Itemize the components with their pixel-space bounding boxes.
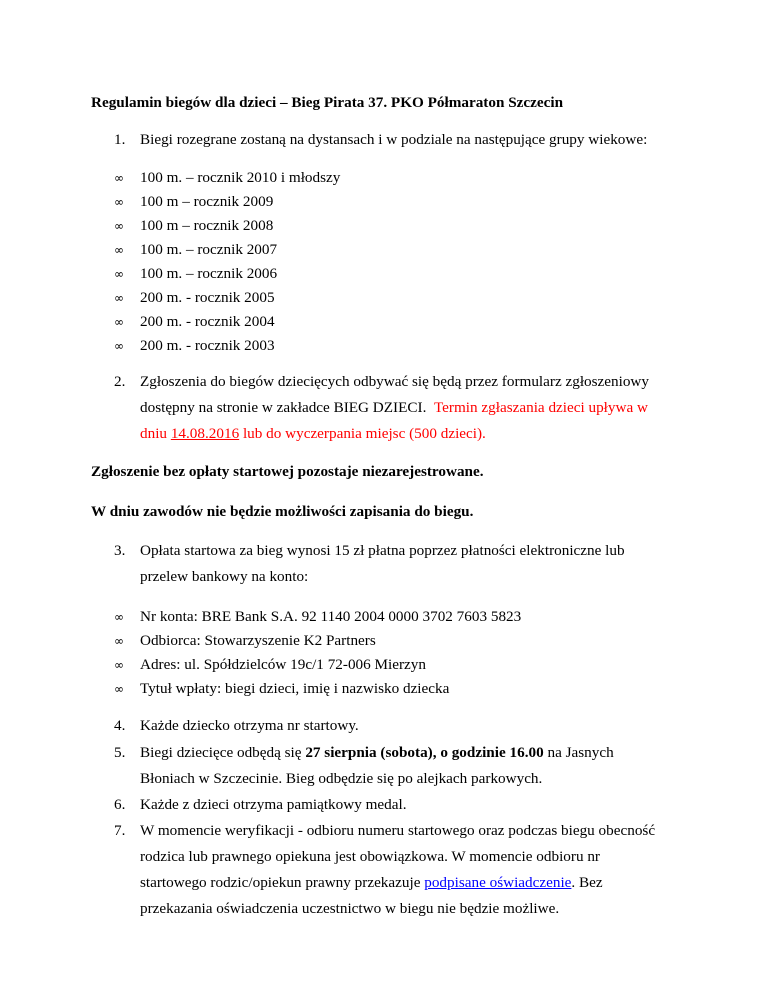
- age-group-text: 100 m. – rocznik 2007: [140, 241, 278, 258]
- age-group-text: 200 m. - rocznik 2003: [140, 337, 275, 354]
- item-7-line3: [140, 874, 603, 892]
- infinity-bullet-icon: ∞: [114, 339, 124, 353]
- infinity-bullet-icon: ∞: [114, 610, 124, 624]
- item-7-line4: przekazania oświadczenia uczestnictwo w biegu nie będzie możliwe.: [140, 900, 560, 917]
- infinity-bullet-icon: ∞: [114, 171, 124, 185]
- notice-unpaid: Zgłoszenie bez opłaty startowej pozostaje niezarejestrowane.: [91, 463, 484, 480]
- item-1-text: Biegi rozegrane zostaną na dystansach i w podziale na następujące grupy wiekowe:: [140, 131, 648, 148]
- item-5-line1-a: Biegi dziecięce odbędą się: [140, 744, 306, 761]
- event-date-time: 27 sierpnia (sobota), o godzinie 16.00: [305, 744, 544, 761]
- age-group-text: 100 m. – rocznik 2010 i młodszy: [140, 169, 341, 186]
- item-6-number: 6.: [114, 796, 126, 813]
- item-1-number: 1.: [114, 131, 126, 148]
- item-5-number: 5.: [114, 744, 126, 761]
- account-number: Nr konta: BRE Bank S.A. 92 1140 2004 0000 3702 7603 5823: [140, 608, 522, 625]
- item-7-line1: W momencie weryfikacji - odbioru numeru startowego oraz podczas biegu obecność: [140, 822, 656, 839]
- item-2-number: 2.: [114, 373, 126, 390]
- infinity-bullet-icon: ∞: [114, 315, 124, 329]
- item-3-number: 3.: [114, 542, 126, 559]
- infinity-bullet-icon: ∞: [114, 658, 124, 672]
- age-group-text: 100 m – rocznik 2009: [140, 193, 274, 210]
- item-7-line2: rodzica lub prawnego opiekuna jest obowiązkowa. W momencie odbioru nr: [140, 848, 600, 865]
- address: Adres: ul. Spółdzielców 19c/1 72-006 Mierzyn: [140, 656, 426, 673]
- item-2-line2-text: dostępny na stronie w zakładce BIEG DZIECI.: [140, 399, 427, 416]
- item-4-number: 4.: [114, 717, 126, 734]
- infinity-bullet-icon: ∞: [114, 291, 124, 305]
- item-3-line1: Opłata startowa za bieg wynosi 15 zł płatna poprzez płatności elektroniczne lub: [140, 542, 625, 559]
- item-7-line3-a: startowego rodzic/opiekun prawny przekazuje: [140, 874, 425, 891]
- deadline-prefix: dniu: [140, 425, 171, 442]
- age-group-text: 200 m. - rocznik 2005: [140, 289, 275, 306]
- item-7-number: 7.: [114, 822, 126, 839]
- item-2-line3: [140, 425, 486, 443]
- item-7-line3-b: . Bez: [571, 874, 603, 891]
- item-6-text: Każde z dzieci otrzyma pamiątkowy medal.: [140, 796, 407, 813]
- item-5-line1-b: na Jasnych: [543, 744, 614, 761]
- infinity-bullet-icon: ∞: [114, 267, 124, 281]
- item-3-line2: przelew bankowy na konto:: [140, 568, 309, 585]
- notice-no-onsite-registration: W dniu zawodów nie będzie możliwości zapisania do biegu.: [91, 503, 474, 520]
- infinity-bullet-icon: ∞: [114, 243, 124, 257]
- age-group-text: 100 m. – rocznik 2006: [140, 265, 278, 282]
- infinity-bullet-icon: ∞: [114, 219, 124, 233]
- signed-statement-link[interactable]: podpisane oświadczenie: [424, 874, 572, 891]
- deadline-suffix: lub do wyczerpania miejsc (500 dzieci).: [239, 425, 486, 442]
- item-5-line2: Błoniach w Szczecinie. Bieg odbędzie się po alejkach parkowych.: [140, 770, 543, 787]
- deadline-text: Termin zgłaszania dzieci upływa w: [433, 399, 648, 416]
- item-5-line1: [140, 744, 614, 762]
- page-title: Regulamin biegów dla dzieci – Bieg Pirata 37. PKO Półmaraton Szczecin: [91, 94, 564, 111]
- age-group-text: 100 m – rocznik 2008: [140, 217, 274, 234]
- age-group-text: 200 m. - rocznik 2004: [140, 313, 275, 330]
- deadline-date: 14.08.2016: [170, 425, 240, 442]
- item-4-text: Każde dziecko otrzyma nr startowy.: [140, 717, 359, 734]
- payment-title: Tytuł wpłaty: biegi dzieci, imię i nazwisko dziecka: [140, 680, 450, 697]
- infinity-bullet-icon: ∞: [114, 195, 124, 209]
- infinity-bullet-icon: ∞: [114, 682, 124, 696]
- infinity-bullet-icon: ∞: [114, 634, 124, 648]
- item-2-line2: [140, 399, 648, 417]
- item-2-line1: Zgłoszenia do biegów dziecięcych odbywać się będą przez formularz zgłoszeniowy: [140, 373, 649, 390]
- recipient: Odbiorca: Stowarzyszenie K2 Partners: [140, 632, 376, 649]
